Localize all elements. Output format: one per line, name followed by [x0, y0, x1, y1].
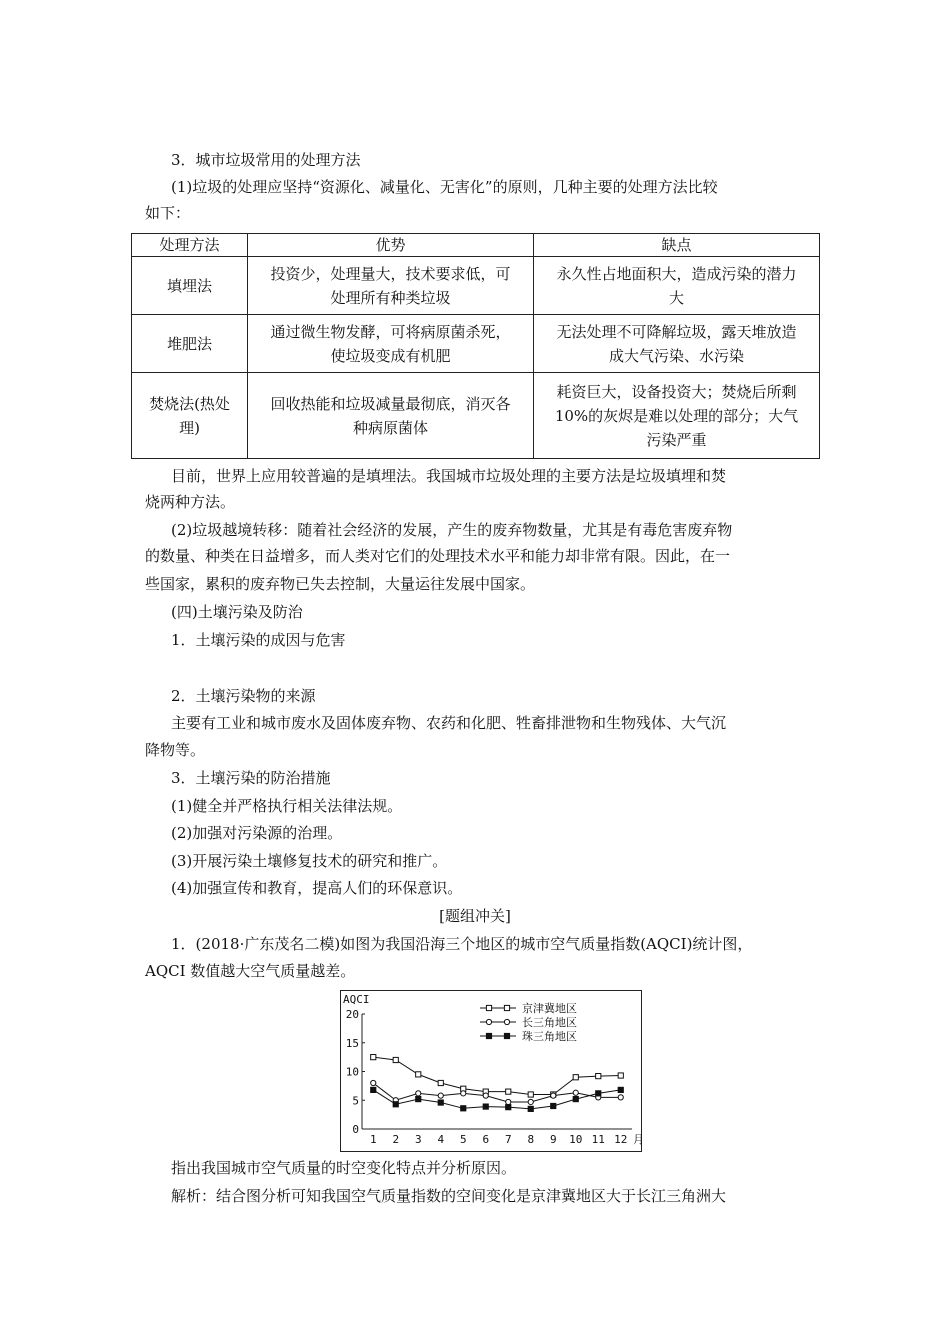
measure-item: (2)加强对污染源的治理。 [171, 824, 343, 842]
question-ask: 指出我国城市空气质量的时空变化特点并分析原因。 [171, 1159, 517, 1177]
y-axis-label: AQCI [343, 993, 370, 1006]
x-tick-label: 10 [569, 1133, 583, 1146]
aqci-line-chart [340, 990, 642, 1152]
advantage-cell [248, 315, 534, 373]
header-method: 处理方法 [132, 234, 248, 257]
legend-marker [486, 1005, 491, 1010]
disadvantage-line: 永久性占地面积大，造成污染的潜力 [556, 264, 797, 283]
disadvantage-cell [534, 257, 820, 315]
method-line: 焚烧法(热处 [149, 394, 230, 413]
data-point [551, 1103, 556, 1108]
x-tick-label: 5 [459, 1133, 467, 1146]
question-line-1: 1．(2018·广东茂名二模)如图为我国沿海三个地区的城市空气质量指数(AQCI)统计图， [171, 935, 753, 953]
disadvantage-cell [534, 373, 820, 459]
advantage-line: 种病原菌体 [352, 418, 428, 437]
data-point [596, 1074, 601, 1079]
measure-item: (1)健全并严格执行相关法律法规。 [171, 797, 403, 815]
legend-marker [486, 1019, 491, 1024]
x-tick-label: 1 [369, 1133, 377, 1146]
soil-subheading-3: 3．土壤污染的防治措施 [171, 769, 331, 787]
x-tick-label: 11 [591, 1133, 605, 1146]
data-point [393, 1057, 398, 1062]
data-point [438, 1100, 443, 1105]
data-point [416, 1072, 421, 1077]
current-line-2: 烧两种方法。 [145, 493, 236, 511]
x-tick-label: 3 [414, 1133, 422, 1146]
section-heading: 3．城市垃圾常用的处理方法 [171, 151, 361, 169]
disadvantage-line: 无法处理不可降解垃圾，露天堆放造 [556, 322, 797, 341]
soil-heading: (四)土壤污染及防治 [171, 603, 303, 621]
data-point [483, 1093, 488, 1098]
data-point [371, 1087, 376, 1092]
data-point [438, 1080, 443, 1085]
data-point [506, 1089, 511, 1094]
data-point [528, 1092, 533, 1097]
data-point [528, 1106, 533, 1111]
data-point [371, 1080, 376, 1085]
data-point [393, 1102, 398, 1107]
transfer-line-1: (2)垃圾越境转移：随着社会经济的发展，产生的废弃物数量，尤其是有毒危害废弃物 [171, 521, 733, 539]
method-cell: 填埋法 [132, 257, 248, 315]
data-point [528, 1099, 533, 1104]
header-advantage: 优势 [248, 234, 534, 257]
transfer-line-3: 些国家，累积的废弃物已失去控制，大量运往发展中国家。 [145, 575, 536, 593]
legend-marker [504, 1033, 509, 1038]
sources-line-2: 降物等。 [145, 741, 206, 759]
disadvantage-line: 耗资巨大，设备投资大；焚烧后所剩 [556, 382, 797, 401]
data-point [596, 1091, 601, 1096]
disadvantage-line: 大 [668, 288, 684, 307]
legend-marker [504, 1019, 509, 1024]
data-point [416, 1091, 421, 1096]
data-point [573, 1075, 578, 1080]
current-line-1: 目前，世界上应用较普遍的是填埋法。我国城市垃圾处理的主要方法是垃圾填埋和焚 [171, 467, 727, 485]
table-row [132, 257, 820, 315]
method-cell [132, 373, 248, 459]
advantage-line: 使垃圾变成有机肥 [330, 346, 451, 365]
advantage-line: 通过微生物发酵，可将病原菌杀死， [270, 322, 511, 341]
legend-marker [504, 1005, 509, 1010]
y-tick-label: 0 [352, 1123, 359, 1136]
data-point [618, 1087, 623, 1092]
x-axis-unit: 月 [633, 1133, 644, 1146]
advantage-line: 回收热能和垃圾减量最彻底，消灭各 [270, 394, 511, 413]
measure-item: (3)开展污染土壤修复技术的研究和推广。 [171, 852, 448, 870]
data-point [416, 1097, 421, 1102]
x-tick-label: 2 [392, 1133, 400, 1146]
legend-label: 珠三角地区 [522, 1030, 577, 1043]
data-point [461, 1106, 466, 1111]
disadvantage-line: 10%的灰烬是难以处理的部分；大气 [554, 406, 799, 425]
data-point [573, 1097, 578, 1102]
y-tick-label: 10 [345, 1065, 359, 1079]
data-point [506, 1105, 511, 1110]
advantage-line: 投资少，处理量大，技术要求低，可 [270, 264, 511, 283]
sources-line-1: 主要有工业和城市废水及固体废弃物、农药和化肥、牲畜排泄物和生物残体、大气沉 [171, 714, 727, 732]
data-point [483, 1104, 488, 1109]
x-tick-label: 9 [549, 1133, 557, 1146]
soil-subheading-2: 2．土壤污染物的来源 [171, 687, 316, 705]
table-row [132, 315, 820, 373]
y-tick-label: 15 [345, 1036, 359, 1050]
y-tick-label: 5 [352, 1094, 359, 1108]
data-point [461, 1091, 466, 1096]
table-header-row [132, 234, 820, 257]
analysis-text: 解析：结合图分析可知我国空气质量指数的空间变化是京津冀地区大于长江三角洲大 [171, 1187, 727, 1205]
method-cell: 堆肥法 [132, 315, 248, 373]
x-tick-label: 12 [614, 1133, 628, 1146]
measure-item: (4)加强宣传和教育，提高人们的环保意识。 [171, 879, 463, 897]
data-point [573, 1090, 578, 1095]
data-point [506, 1099, 511, 1104]
comparison-table [131, 233, 820, 459]
data-point [618, 1073, 623, 1078]
exercise-banner: [题组冲关] [439, 907, 511, 925]
legend-label: 京津冀地区 [522, 1002, 577, 1015]
data-point [438, 1093, 443, 1098]
x-tick-label: 4 [437, 1133, 445, 1146]
intro-line-2: 如下： [145, 204, 191, 222]
transfer-line-2: 的数量、种类在日益增多，而人类对它们的处理技术水平和能力却非常有限。因此，在一 [145, 547, 731, 565]
data-point [551, 1093, 556, 1098]
legend-label: 长三角地区 [522, 1016, 577, 1029]
header-disadvantage: 缺点 [534, 234, 820, 257]
advantage-cell [248, 373, 534, 459]
intro-line-1: (1)垃圾的处理应坚持“资源化、减量化、无害化”的原则，几种主要的处理方法比较 [171, 178, 718, 196]
advantage-cell [248, 257, 534, 315]
x-tick-label: 6 [482, 1133, 490, 1146]
legend-marker [486, 1033, 491, 1038]
y-tick-label: 20 [345, 1008, 359, 1021]
data-point [371, 1055, 376, 1060]
disadvantage-line: 污染严重 [646, 430, 707, 449]
x-tick-label: 7 [504, 1133, 512, 1146]
advantage-line: 处理所有种类垃圾 [330, 288, 451, 307]
question-line-2: AQCI 数值越大空气质量越差。 [145, 962, 356, 980]
method-line: 理) [179, 418, 200, 437]
disadvantage-cell [534, 315, 820, 373]
table-row [132, 373, 820, 459]
soil-subheading-1: 1．土壤污染的成因与危害 [171, 631, 346, 649]
disadvantage-line: 成大气污染、水污染 [608, 346, 744, 365]
chart-frame [341, 991, 642, 1152]
x-tick-label: 8 [527, 1133, 535, 1146]
data-point [618, 1095, 623, 1100]
